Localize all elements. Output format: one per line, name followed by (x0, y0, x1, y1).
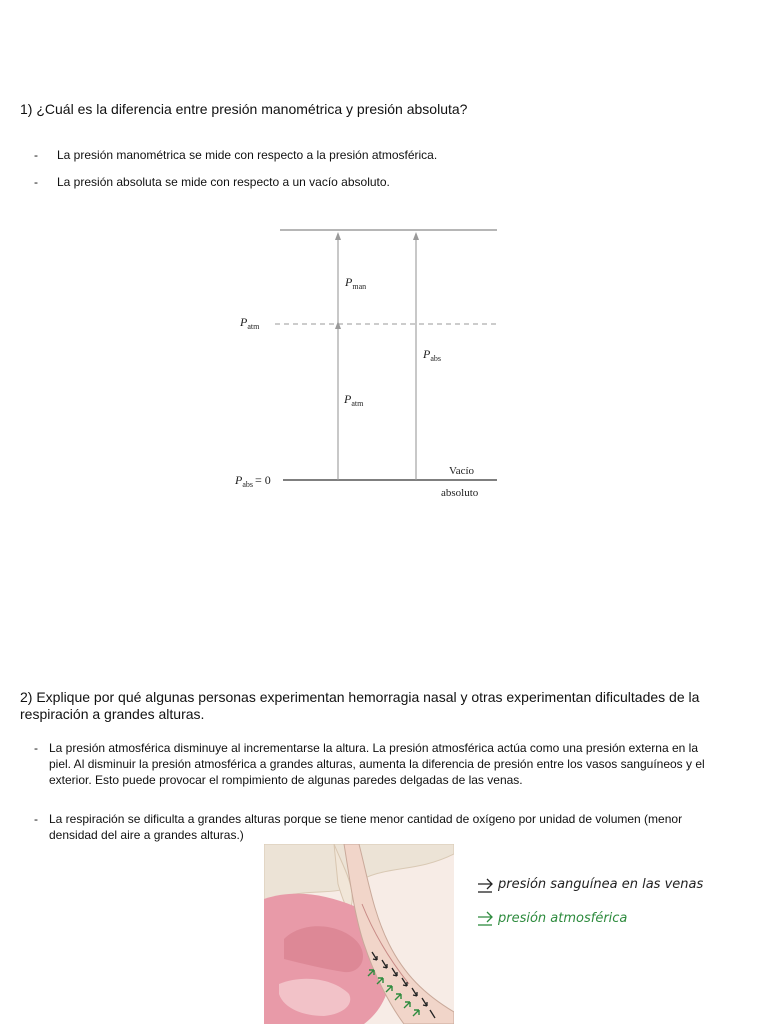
p-atm-mid-label: $P_{atm}$ (344, 392, 364, 408)
p-abs-label: $P_{abs}$ (423, 347, 442, 363)
p-man-label: $P_{man}$ (345, 275, 367, 291)
question-2-title: 2) Explique por qué algunas personas experimentan hemorragia nasal y otras experimentan dificultades de la respiración a grandes alturas. (20, 689, 700, 722)
black-arrow-icon (478, 879, 492, 892)
question-1-title: 1) ¿Cuál es la diferencia entre presión manométrica y presión absoluta? (20, 101, 468, 117)
bullet-dash: - (34, 148, 38, 162)
legend-blood-text: presión sanguínea en las venas (498, 877, 704, 892)
bullet-dash: - (34, 175, 38, 189)
q1-bullet-2: - La presión absoluta se mide con respecto a un vacío absoluto. (34, 175, 390, 189)
bullet-dash: - (34, 741, 38, 755)
absoluto-label: absoluto (441, 487, 479, 499)
pressure-diagram (225, 220, 525, 510)
legend-atm-text: presión atmosférica (498, 911, 628, 926)
nasal-illustration (264, 844, 454, 1024)
green-arrow-icon (478, 912, 492, 925)
q2-bullet-2: - La respiración se dificulta a grandes alturas porque se tiene menor cantidad de oxígeno por unidad de volumen (menor densidad del aire a grandes alturas.) (34, 812, 683, 842)
bullet-dash: - (34, 812, 38, 826)
handwritten-legend (468, 862, 768, 932)
p-abs-zero-label: $P_{abs} = 0$ (235, 473, 271, 489)
p-atm-left-label: $P_{atm}$ (240, 315, 260, 331)
q2-bullet-1: - La presión atmosférica disminuye al incrementarse la altura. La presión atmosférica actúa como una presión externa en la piel. Al disminuir la presión atmosférica a grandes alturas, aumenta la diferencia de presión entre los vasos sanguíneos y el exterior. Esto puede provocar el rompimiento de algunas paredes delgadas de las venas. (34, 741, 705, 787)
q1-bullet-1: - La presión manométrica se mide con respecto a la presión atmosférica. (34, 148, 438, 162)
vacio-label: Vacío (449, 465, 475, 477)
